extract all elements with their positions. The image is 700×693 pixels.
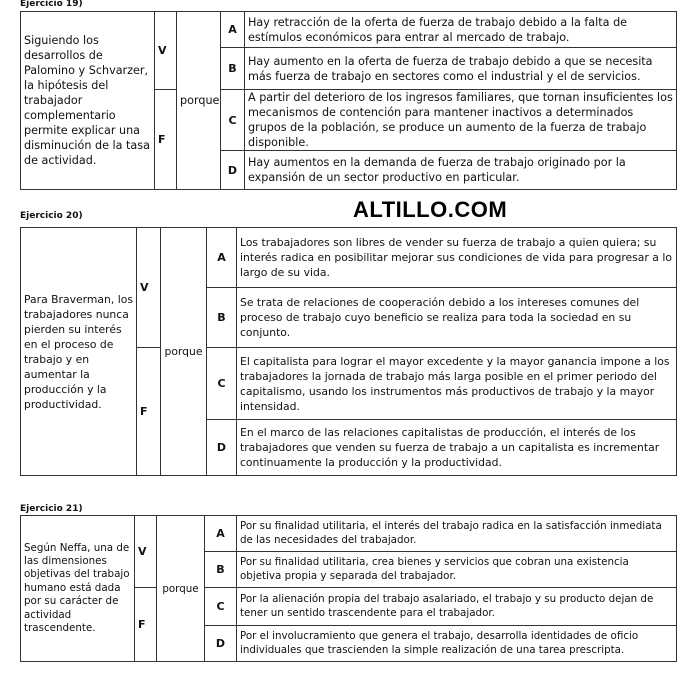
exercise-20-option-a[interactable]: Los trabajadores son libres de vender su fuerza de trabajo a quien quiera; su interés radica en posibilitar mejorar sus condiciones de vida para progresar a lo largo de su vida. (237, 228, 677, 288)
exercise-21-option-b[interactable]: Por su finalidad utilitaria, crea bienes y servicios que cobran una existencia objetiva propia y separada del trabajador. (237, 552, 677, 588)
exercise-19-table (20, 11, 677, 190)
exercise-21-option-a[interactable]: Por su finalidad utilitaria, el interés del trabajo radica en la satisfacción inmediata de las necesidades del trabajador. (237, 516, 677, 552)
exercise-21-option-b-letter[interactable]: B (205, 552, 237, 588)
exercise-19-porque: porque (177, 12, 221, 190)
exercise-19-statement: Siguiendo los desarrollos de Palomino y Schvarzer, la hipótesis del trabajador complementario permite explicar una disminución de la tasa de actividad. (21, 12, 155, 190)
exercise-20-false-option[interactable]: F (137, 348, 161, 476)
exercise-20-statement: Para Braverman, los trabajadores nunca pierden su interés en el proceso de trabajo y en aumentar la producción y la productividad. (21, 228, 137, 476)
exercise-20-porque: porque (161, 228, 207, 476)
exercise-20-option-c-letter[interactable]: C (207, 348, 237, 420)
exercise-19-option-a[interactable]: Hay retracción de la oferta de fuerza de trabajo debido a la falta de estímulos económicos para entrar al mercado de trabajo. (245, 12, 677, 48)
exercise-21-false-option[interactable]: F (135, 588, 157, 662)
exercise-21-option-a-letter[interactable]: A (205, 516, 237, 552)
exercise-21-table (20, 515, 677, 662)
altillo-watermark: ALTILLO.COM (353, 197, 508, 222)
exercise-19-option-c-letter[interactable]: C (221, 90, 245, 151)
exercise-20-option-d[interactable]: En el marco de las relaciones capitalistas de producción, el interés de los trabajadores que venden su fuerza de trabajo a un capitalista es incrementar continuamente la producción y la productividad. (237, 420, 677, 476)
exercise-19-option-b-letter[interactable]: B (221, 48, 245, 90)
exercise-21-true-option[interactable]: V (135, 516, 157, 588)
exercise-20-option-a-letter[interactable]: A (207, 228, 237, 288)
exercise-21-statement: Según Neffa, una de las dimensiones objetivas del trabajo humano está dada por su carácter de actividad trascendente. (21, 516, 135, 662)
exercise-21-option-d-letter[interactable]: D (205, 626, 237, 662)
exercise-19-option-b[interactable]: Hay aumento en la oferta de fuerza de trabajo debido a que se necesita más fuerza de trabajo en sectores como el industrial y el de servicios. (245, 48, 677, 90)
exercise-20-heading: Ejercicio 20) (20, 211, 83, 221)
exercise-20-option-d-letter[interactable]: D (207, 420, 237, 476)
exercise-21-option-c-letter[interactable]: C (205, 588, 237, 626)
exercise-19-false-option[interactable]: F (155, 90, 177, 190)
exercise-19-option-c[interactable]: A partir del deterioro de los ingresos familiares, que tornan insuficientes los mecanismos de contención para mantener inactivos a determinados grupos de la población, se produce un aumento de la fuerza de trabajo disponible. (245, 90, 677, 151)
exercise-20-option-b[interactable]: Se trata de relaciones de cooperación debido a los intereses comunes del proceso de trabajo cuyo beneficio se realiza para toda la sociedad en su conjunto. (237, 288, 677, 348)
exercise-19-heading: Ejercicio 19) (20, 0, 83, 9)
exercise-19-option-d[interactable]: Hay aumentos en la demanda de fuerza de trabajo originado por la expansión de un sector productivo en particular. (245, 151, 677, 190)
exercise-20-option-c[interactable]: El capitalista para lograr el mayor excedente y la mayor ganancia impone a los trabajadores la jornada de trabajo más larga posible en el primer periodo del capitalismo, usando los instrumentos más productivos de trabajo y la mayor intensidad. (237, 348, 677, 420)
exercise-21-heading: Ejercicio 21) (20, 504, 83, 514)
exercise-21-option-d[interactable]: Por el involucramiento que genera el trabajo, desarrolla identidades de oficio individuales que trascienden la simple realización de una tarea prescripta. (237, 626, 677, 662)
exercise-20-true-option[interactable]: V (137, 228, 161, 348)
exercise-20-option-b-letter[interactable]: B (207, 288, 237, 348)
exercise-19-option-a-letter[interactable]: A (221, 12, 245, 48)
exercise-19-true-option[interactable]: V (155, 12, 177, 90)
exercise-19-option-d-letter[interactable]: D (221, 151, 245, 190)
exercise-21-option-c[interactable]: Por la alienación propia del trabajo asalariado, el trabajo y su producto dejan de tener un sentido trascendente para el trabajador. (237, 588, 677, 626)
exercise-20-table (20, 227, 677, 476)
exercise-21-porque: porque (157, 516, 205, 662)
